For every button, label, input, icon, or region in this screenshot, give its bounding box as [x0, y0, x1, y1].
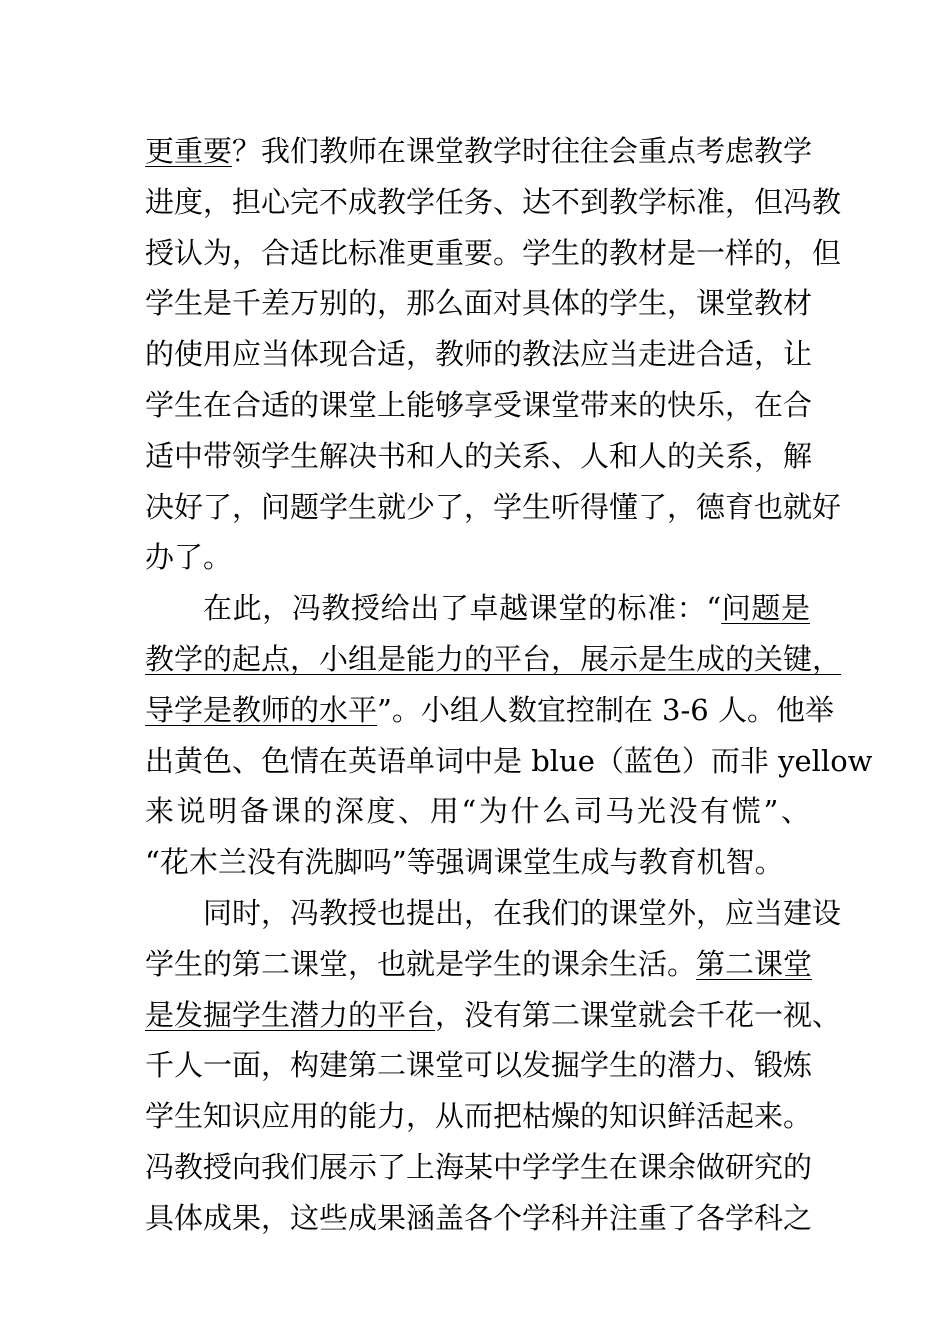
- text-line: [145, 431, 813, 482]
- text-segment: 学生知识应用的能力，从而把枯燥的知识鲜活起来。: [145, 1099, 813, 1134]
- text-line: [145, 380, 813, 431]
- text-segment: 在此，冯教授给出了卓越课堂的标准：“: [203, 591, 722, 626]
- text-line: [145, 736, 873, 787]
- text-line: [145, 990, 842, 1041]
- text-segment: ”。小组人数宜控制在 3-6 人。他举: [377, 692, 834, 727]
- paragraph: [145, 888, 842, 1244]
- text-line: [145, 939, 813, 990]
- text-line: [145, 1142, 813, 1193]
- text-line: [145, 126, 813, 177]
- text-segment: ，没有第二课堂就会千花一视、: [435, 997, 842, 1032]
- text-line: [145, 837, 810, 888]
- document-body: [145, 126, 873, 1244]
- text-segment: 具体成果，这些成果涵盖各个学科并注重了各学科之: [145, 1200, 813, 1235]
- text-line: [145, 228, 842, 279]
- text-line: [145, 583, 810, 634]
- text-line: [145, 1193, 813, 1244]
- text-segment: 冯教授向我们展示了上海某中学学生在课余做研究的: [145, 1149, 813, 1184]
- text-segment: 适中带领学生解决书和人的关系、人和人的关系，解: [145, 438, 813, 473]
- text-segment: 来说明备课的深度、用“为什么司马光没有慌”、: [145, 794, 810, 829]
- underlined-text: 是发掘学生潜力的平台: [145, 997, 436, 1032]
- text-segment: 同时，冯教授也提出，在我们的课堂外，应当建设: [203, 895, 842, 930]
- text-segment: 学生的第二课堂，也就是学生的课余生活。: [145, 946, 697, 981]
- text-line: [145, 1091, 813, 1142]
- text-segment: 决好了，问题学生就少了，学生听得懂了，德育也就好: [145, 489, 842, 524]
- text-segment: 学生是千差万别的，那么面对具体的学生，课堂教材: [145, 286, 813, 321]
- paragraph: [145, 126, 842, 583]
- text-segment: 办了。: [145, 540, 233, 575]
- text-segment: 学生在合适的课堂上能够享受课堂带来的快乐，在合: [145, 387, 813, 422]
- text-segment: 授认为，合适比标准更重要。学生的教材是一样的，但: [145, 235, 842, 270]
- underlined-text: 问题是: [721, 591, 810, 626]
- text-line: [145, 685, 834, 736]
- text-line: [145, 278, 813, 329]
- text-line: [145, 888, 842, 939]
- text-segment: ？我们教师在课堂教学时往往会重点考虑教学: [232, 134, 813, 168]
- text-segment: 进度，担心完不成教学任务、达不到教学标准，但冯教: [145, 184, 842, 219]
- text-segment: “花木兰没有洗脚吗”等强调课堂生成与教育机智。: [145, 845, 784, 880]
- text-line: [145, 1040, 813, 1091]
- paragraph: [145, 583, 873, 888]
- underlined-text: 更重要: [145, 134, 233, 168]
- text-segment: 的使用应当体现合适，教师的教法应当走进合适，让: [145, 337, 813, 372]
- text-line: [145, 482, 842, 533]
- underlined-text: 导学是教师的水平: [145, 692, 378, 727]
- text-line: [145, 177, 842, 228]
- text-line: [145, 634, 842, 685]
- text-line: [145, 329, 813, 380]
- text-line: [145, 786, 810, 837]
- text-segment: 千人一面，构建第二课堂可以发掘学生的潜力、锻炼: [145, 1048, 813, 1083]
- underlined-text: 第二课堂: [696, 946, 813, 981]
- text-line: [145, 532, 810, 583]
- underlined-text: 教学的起点，小组是能力的平台，展示是生成的关键，: [145, 641, 842, 676]
- text-segment: 出黄色、色情在英语单词中是 blue（蓝色）而非 yellow: [145, 743, 873, 778]
